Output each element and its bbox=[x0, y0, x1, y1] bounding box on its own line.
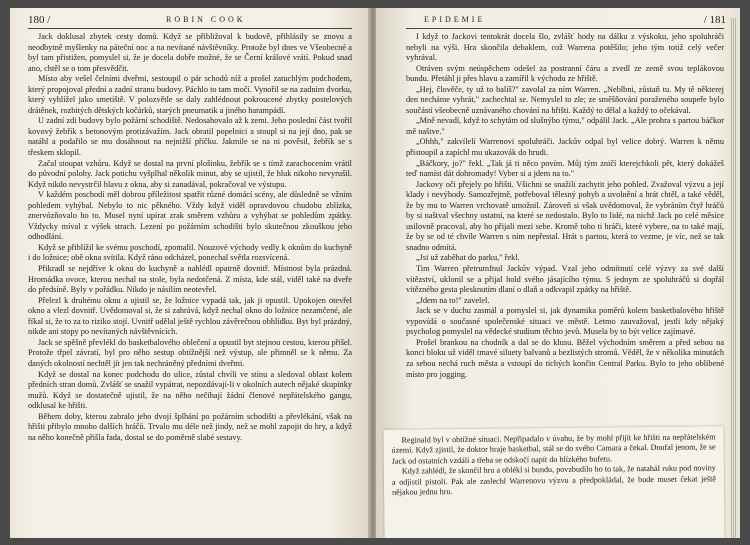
left-page-text bbox=[28, 32, 352, 443]
left-page-number: 180 / bbox=[28, 14, 51, 26]
paragraph: Jack doklusal zbytek cesty domů. Když se přibližoval k budově, přihlásily se znovu a neodbytně myšlenky na páteční noc a na nevítané návštěvníky. Protože byl dnes ve Všeobecné a byl tam přistižen, pomyslel si, že je docela dobře možné, že se Černí králové vrátí. Pokud snad ano, chtěl se o tom přesvědčit. bbox=[28, 32, 352, 73]
paragraph: V každém poschodí měl dobrou příležitost spatřit různé domácí scény, ale důsledně se vžnim pohledem vyhýbal. Nebylo to nic pěkného. Vždy když viděl opravdovou chudobu zblízka, znervózňovalo ho to. Musel nyní upírat zrak směrem vzhůru a vyhýbat se pohledům zpátky. Vždycky míval z výšek strach. Lezení po požárním schodišti bylo skutečnou zkouškou jeho odhodlání. bbox=[28, 190, 352, 242]
paragraph: „Ohhh," zakvílelí Warrenovi spoluhráči. Jackův odpal byl velice dobrý. Warren k němu přistoupil a zapíchl mu ukazovák do hrudi. bbox=[406, 137, 724, 158]
page-edge-stack bbox=[730, 18, 736, 538]
right-page bbox=[376, 8, 740, 538]
paragraph: Jack se v duchu zasmál a pomyslel si, jak dynamika poměrů kolem basketbalového hřiště vypovídá o současné společenské situaci ve městě. Letmo zauvažoval, jestli kdy nějaký psycholog pomyslel na vědecké studium těchto jevů. Musela by to být velice zajímavé. bbox=[406, 306, 724, 337]
paragraph: „Jdem na to!" zavelel. bbox=[416, 295, 490, 305]
paragraph: I když to Jackovi tentokrát docela šlo, zvlášť hody na dálku z výskoku, jeho spoluhráči nebyli na výši. Hra skončila debaklem, což Warrena potěšilo; jeho tým totiž celý večer vyhrával. bbox=[406, 32, 724, 63]
paragraph: „Jsi už zaběhat do parku," řekl. bbox=[416, 253, 520, 263]
overlapping-page-scrap bbox=[383, 426, 724, 538]
paragraph: Reginald byl v obtížné situaci. Nepřipadalo v úvahu, že by mohl přijít ke hřišti na nepřátelském území. Když zjistil, že doktor hraje basketbal, stál se do svého Camara a čekal. Doufal jenom, že se Jack od ostatních vzdálí a třeba se odskočí napít do blízkého bufetu. bbox=[391, 432, 716, 466]
paragraph: Přelezl k druhému oknu a ujistil se, že ložnice vypadá tak, jak ji opustil. Upokojen otevřel okno a vlezl dovnitř. Uvědomoval si, že si zahrává, když nechal okno do ložnice nezamčené, ale říkal si, že to za to riziko stojí. Uvnitř udělal ještě rychlou závěrečnou obhlídku. Byt byl prázdný, nikde ani stopy po nevítaných návštěvnících. bbox=[28, 295, 352, 337]
paragraph: Během doby, kterou zabralo jeho dvojí šplhání po požárním schodišti a převlékání, však na hřišti přibylo mnoho dalších hráčů. Trvalo mu déle než jindy, než se mohl zapojit do hry, a když na něho konečně přišla řada, dostal se do poměrně slabé sestavy. bbox=[28, 411, 352, 442]
paragraph: Přikradl se nejdříve k oknu do kuchyně a nahlédl opatrně dovnitř. Místnost byla prázdná. Hromádka ovoce, kterou nechal na stole, byla nedotčená. Z místa, kde stál, viděl také na dveře do předsíně. Byly v pořádku. Nikdo je násilím neotevřel. bbox=[28, 264, 352, 295]
scrap-text bbox=[391, 432, 716, 498]
right-page-number: / 181 bbox=[703, 14, 726, 26]
paragraph: Jack se spěšně převlékl do basketbalového oblečení a opustil byt stejnou cestou, kterou přišel. Protože třpel závratí, byl pro něho sestup obtížnější než výstup, ale přimněl se k němu. Za daných okolností nechtěl jít jen tak nechráněný předními dveřmi. bbox=[28, 337, 352, 368]
paragraph: Když zahlédl, že skončil hru a oblékl si bundu, povzbudilo ho to tak, že nataháI ruku pod novinу a odjistil pistoli. Pak ale zaslechl Warrenovu výzvu a předpokládal, že bude muset čekat ještě nějakou jednu hru. bbox=[391, 463, 716, 497]
paragraph: Prošel brankou na chodník a dal se do klusu. Běžel východním směrem a před sebou na konci bloku už viděl tmavé siluety balvanů a bezlistých stromů. Věděl, že v několika minutách za sebou nechá ruch města a vstoupí do tichých končin Central Parku. Bylo to jeho oblíbené místo pro jogging. bbox=[406, 337, 724, 379]
left-header-rule bbox=[28, 28, 352, 29]
paragraph: Tim Warren přetrumfnul Jackův výpad. Vzal jeho odmítnutí celé výzvy za své další vítězství, uklonil se a přijal hold svého jásajícího týmu. S jednym ze spoluhráčů si dopřál vítězného gesta plesknutím dlaní o dlaň a odkvapil zpátky na hřiště. bbox=[406, 264, 724, 295]
left-running-head: ROBIN COOK bbox=[166, 15, 246, 24]
paragraph: „Báčkory, jo?" řekl. „Tak já ti něco povím. Můj tým zničí kterejchkoli pět, který dokážeš teď namíst dát dohromady! Vyber si a jdem na to." bbox=[406, 158, 724, 179]
right-page-text bbox=[406, 32, 724, 380]
paragraph: Místo aby vešel čelními dveřmi, sestoupil o pár schodů níž a prošel zatuchlým podchodem, který propojoval přední a zadní stranu budovy. Páchlo to tam močí. Vynořil se na zadním dvorku, který vyhlížel jako smetiště. V polozvětle se daly zahlédnout pokroucené zbytky postelových drátěnek, rozbitých dětských kočárků, starých pneumatik a jiného harampádí. bbox=[28, 74, 352, 115]
right-running-head: EPIDEMIE bbox=[424, 15, 486, 24]
paragraph: Jackovy oči přejely po hřišti. Všichni se snažili zachytit jeho pohled. Zvažoval výzvu a její klady i nevýhody. Samozřejmě, potřeboval tělesný pohyb a uvolnění a hrát chtěl, a také věděl, že by mu to Warren vrchovatě umožnil. Zároveň si však uvědomoval, že vybráním čtyř hráčů by si naštval všechny ostatní, na které se nedostalo. Bylo to lidé, na nichž Jack po celé měsíce usilovně pracoval, aby ho přijali mezi sebe. Kromě toho ti hráči, které vybere, na to také mají, že by se od té chvíle Warren s ním nepřestal. Hrát s partou, která to vezme, je víc, než se tak snadno odmítá. bbox=[406, 179, 724, 252]
paragraph: U zadní zdi budovy bylo požární schodiště. Nedosahovalo až k zemi. Jeho poslední část tvořil kovový žebřík s betonovým protizávažím. Jack obratil popelnici a stoupl si na její dno, pak se natáhl a podařilo se mu dosáhnout na nejnižší příčku. Jakmile se na ni pověsil, žebřík se s třeskem sklopil. bbox=[28, 116, 352, 158]
paragraph: Když se přiblížil ke svému poschodí, zpomalil. Nouzové východy vedly k oknům do kuchyně i do ložnice; obě okna svítila. Když ráno odcházel, ponechal světla rozsvícená. bbox=[28, 242, 352, 263]
paragraph: Když se dostal na konec podchodu do ulice, zůstal chvíli ve stínu a sledoval oblast kolem předních stran domů. Zvlášť se snažil vypátrat, nepozdávají-li v okolních autech nějaké skupinky mužů. Když se dostatečně ujistil, že na něho nečíhají žádní členové nepřátelského gangu, odklusal ke hřišti. bbox=[28, 369, 352, 411]
right-header-rule bbox=[406, 28, 724, 29]
paragraph: Otráven svým neúspěchem odešel za postranní čáru a zvedl ze země svou teplákovou bundu. Přetáhl ji přes hlavu a zamířil k východu ze hřiště. bbox=[406, 63, 724, 84]
paragraph: Začal stoupat vzhůru. Když se dostal na první plošinku, žebřík se s tímž zarachocením vrátil do původní polohy. Jack potichu vyšplhal několik minut, aby se ujistil, že hluk nikoho nevyrušil. Když nikdo nevystrčil hlavu z okna, aby si zanadával, pokračoval ve výstupu. bbox=[28, 158, 352, 189]
left-page bbox=[10, 8, 370, 538]
paragraph: „Mně nevadí, když to schytám od slušnýho týmu," odpálil Jack. „Ale prohra s partou báčkor mě naštve." bbox=[406, 116, 724, 136]
paragraph: „Hej, člověče, ty už to balíš?" zavolal za ním Warren. „Neblbni, zůstaň tu. My tě některej den necháme vyhrát," zachechtal se. Nemyslel to zle; ze směšňování poraženého soupeře bylo součástí všeobecně uznávaného chování na hřišti. Každý to dělal a každý to očekával. bbox=[406, 84, 724, 115]
